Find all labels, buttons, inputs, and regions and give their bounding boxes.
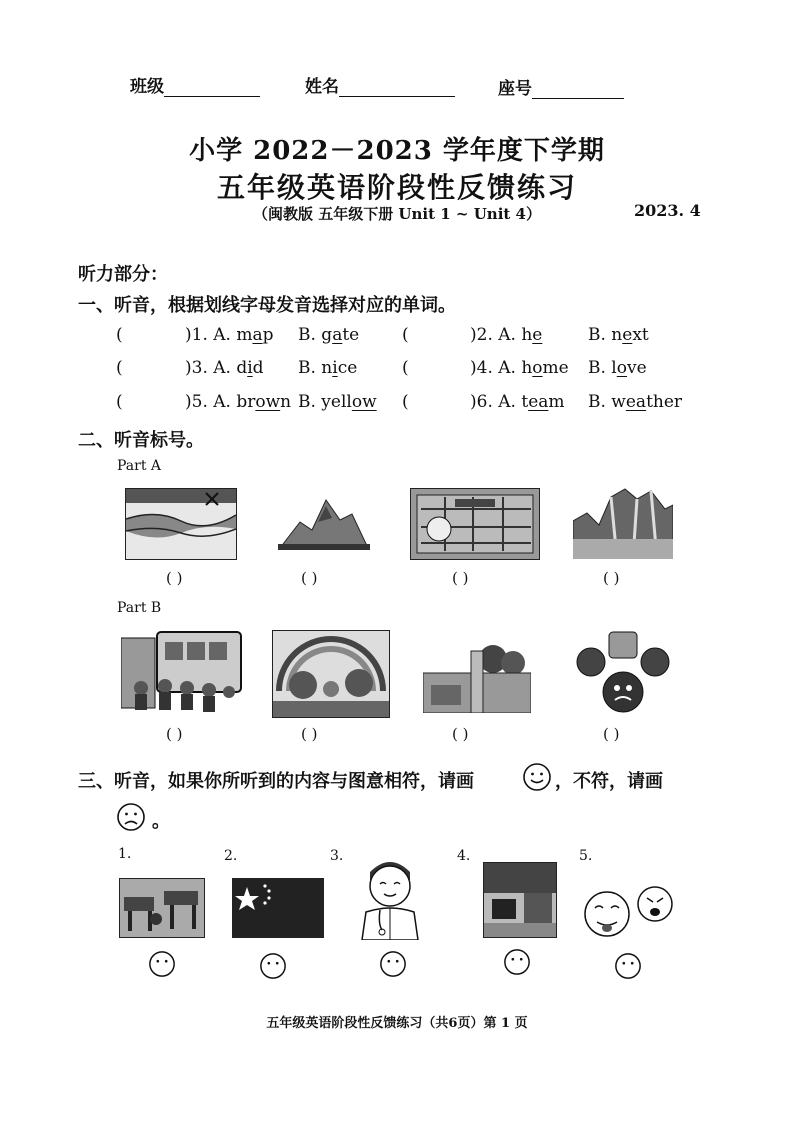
word-part: )3. A. bbox=[185, 358, 237, 378]
word-part: )4. A. bbox=[470, 358, 522, 378]
underlined-letters: e bbox=[532, 325, 543, 345]
word-part: ve bbox=[627, 358, 647, 378]
smile-face-icon bbox=[522, 762, 552, 792]
answer-paren-4[interactable]: ( bbox=[402, 358, 409, 378]
name-field bbox=[305, 72, 455, 97]
section2-heading: 二、听音标号。 bbox=[78, 430, 204, 451]
part-a-blank-2[interactable]: ( ) bbox=[301, 569, 318, 587]
part-b-blank-4[interactable]: ( ) bbox=[603, 725, 620, 743]
question-2-option-a bbox=[470, 325, 542, 345]
name-blank[interactable] bbox=[339, 78, 455, 97]
underlined-letters: a bbox=[332, 325, 343, 345]
word-part: )5. A. bbox=[185, 392, 237, 412]
picture-cliffs bbox=[573, 485, 673, 559]
underlined-letters: i bbox=[332, 358, 338, 378]
word-part: t bbox=[521, 392, 529, 412]
picture-map bbox=[410, 488, 540, 560]
picture-emoji-faces bbox=[583, 880, 677, 940]
title-main: 五年级英语阶段性反馈练习 bbox=[216, 171, 577, 204]
underlined-letters: a bbox=[252, 325, 263, 345]
answer-face-2[interactable] bbox=[259, 952, 287, 980]
word-part: B. n bbox=[298, 358, 333, 378]
answer-paren-5[interactable]: ( bbox=[116, 392, 123, 412]
word-part: B. w bbox=[588, 392, 626, 412]
part-b-blank-2[interactable]: ( ) bbox=[301, 725, 318, 743]
picture-bus-children bbox=[121, 628, 243, 716]
underlined-letters: ea bbox=[528, 392, 549, 412]
section3-heading-a: 三、听音，如果你所听到的内容与图意相符，请画 bbox=[78, 771, 474, 792]
virus-illustration bbox=[573, 622, 673, 718]
word-part: )1. A. bbox=[185, 325, 237, 345]
part-b-blank-3[interactable]: ( ) bbox=[452, 725, 469, 743]
underlined-letters: o bbox=[532, 358, 543, 378]
page-footer: 五年级英语阶段性反馈练习（共6页）第 1 页 bbox=[266, 1016, 528, 1031]
word-part: n bbox=[280, 392, 292, 412]
answer-paren-3[interactable]: ( bbox=[116, 358, 123, 378]
word-part: d bbox=[252, 358, 264, 378]
picture-river-windmill bbox=[125, 488, 237, 560]
word-part: h bbox=[521, 358, 533, 378]
s3-number-5: 5. bbox=[579, 848, 593, 864]
picture-park-rainbow bbox=[272, 630, 390, 718]
underlined-letters: ow bbox=[351, 392, 377, 412]
class-blank[interactable] bbox=[164, 78, 260, 97]
title-date: 2023. 4 bbox=[634, 201, 701, 220]
picture-dark-room bbox=[483, 862, 557, 938]
word-part: B. l bbox=[588, 358, 617, 378]
s3-number-4: 4. bbox=[457, 848, 471, 864]
word-part: )6. A. bbox=[470, 392, 522, 412]
word-part: me bbox=[542, 358, 569, 378]
gate-building-illustration bbox=[423, 645, 531, 713]
question-3-option-b bbox=[298, 358, 357, 378]
part-a-blank-4[interactable]: ( ) bbox=[603, 569, 620, 587]
underlined-letters: e bbox=[622, 325, 633, 345]
park-rainbow-illustration bbox=[273, 631, 389, 717]
question-5-option-b bbox=[298, 392, 377, 412]
picture-gate-building bbox=[423, 645, 531, 713]
word-part: br bbox=[236, 392, 256, 412]
section1-heading: 一、听音，根据划线字母发音选择对应的单词。 bbox=[78, 295, 456, 316]
bus-children-illustration bbox=[121, 628, 243, 716]
underlined-letters: ea bbox=[625, 392, 647, 412]
sad-face-icon bbox=[116, 802, 146, 832]
word-part: B. n bbox=[588, 325, 623, 345]
picture-mountain bbox=[278, 492, 370, 552]
title-edition: （闽教版 五年级下册 Unit 1 ~ Unit 4） bbox=[252, 205, 541, 223]
answer-paren-2[interactable]: ( bbox=[402, 325, 409, 345]
listening-heading: 听力部分： bbox=[78, 264, 168, 285]
class-label: 班级 bbox=[130, 77, 164, 97]
part-a-blank-1[interactable]: ( ) bbox=[166, 569, 183, 587]
underlined-letters: ow bbox=[255, 392, 281, 412]
question-3-option-a bbox=[185, 358, 264, 378]
question-4-option-a bbox=[470, 358, 569, 378]
part-b-blank-1[interactable]: ( ) bbox=[166, 725, 183, 743]
question-6-option-a bbox=[470, 392, 565, 412]
picture-doctor bbox=[352, 850, 428, 940]
china-flag-illustration bbox=[233, 879, 323, 937]
answer-paren-6[interactable]: ( bbox=[402, 392, 409, 412]
river-windmill-illustration bbox=[126, 489, 236, 559]
part-a-label: Part A bbox=[117, 458, 162, 474]
dark-room-illustration bbox=[484, 863, 556, 937]
part-a-blank-3[interactable]: ( ) bbox=[452, 569, 469, 587]
section3-heading-b: ，不符，请画 bbox=[555, 771, 663, 792]
s3-number-3: 3. bbox=[330, 848, 344, 864]
word-part: p bbox=[262, 325, 274, 345]
title-year: 小学 2022－2023 学年度下学期 bbox=[189, 136, 605, 166]
seat-label: 座号 bbox=[498, 79, 532, 99]
answer-paren-1[interactable]: ( bbox=[116, 325, 123, 345]
question-1-option-a bbox=[185, 325, 274, 345]
answer-face-5[interactable] bbox=[614, 952, 642, 980]
s3-number-2: 2. bbox=[224, 848, 238, 864]
cliffs-illustration bbox=[573, 485, 673, 559]
underlined-letters: i bbox=[247, 358, 253, 378]
section3-heading-end: 。 bbox=[152, 811, 170, 832]
question-4-option-b bbox=[588, 358, 647, 378]
answer-face-4[interactable] bbox=[503, 948, 531, 976]
emoji-faces-illustration bbox=[583, 880, 677, 940]
word-part: d bbox=[236, 358, 248, 378]
word-part: ce bbox=[337, 358, 358, 378]
seat-blank[interactable] bbox=[532, 80, 624, 99]
map-illustration bbox=[411, 489, 539, 559]
word-part: m bbox=[548, 392, 565, 412]
picture-virus bbox=[573, 622, 673, 718]
part-b-label: Part B bbox=[117, 600, 162, 616]
word-part: m bbox=[236, 325, 253, 345]
word-part: )2. A. bbox=[470, 325, 522, 345]
mountain-illustration bbox=[278, 492, 370, 552]
picture-classroom-desks bbox=[119, 878, 205, 938]
word-part: B. g bbox=[298, 325, 333, 345]
question-1-option-b bbox=[298, 325, 359, 345]
s3-number-1: 1. bbox=[118, 846, 132, 862]
question-5-option-a bbox=[185, 392, 291, 412]
doctor-illustration bbox=[352, 850, 428, 940]
question-2-option-b bbox=[588, 325, 649, 345]
word-part: h bbox=[521, 325, 533, 345]
underlined-letters: o bbox=[616, 358, 627, 378]
answer-face-1[interactable] bbox=[148, 950, 176, 978]
word-part: te bbox=[342, 325, 360, 345]
question-6-option-b bbox=[588, 392, 682, 412]
word-part: ther bbox=[646, 392, 683, 412]
answer-face-3[interactable] bbox=[379, 950, 407, 978]
seat-field bbox=[498, 74, 624, 99]
classroom-desks-illustration bbox=[120, 879, 204, 937]
word-part: B. yell bbox=[298, 392, 352, 412]
word-part: xt bbox=[632, 325, 649, 345]
name-label: 姓名 bbox=[305, 77, 339, 97]
picture-china-flag bbox=[232, 878, 324, 938]
class-field bbox=[130, 72, 260, 97]
